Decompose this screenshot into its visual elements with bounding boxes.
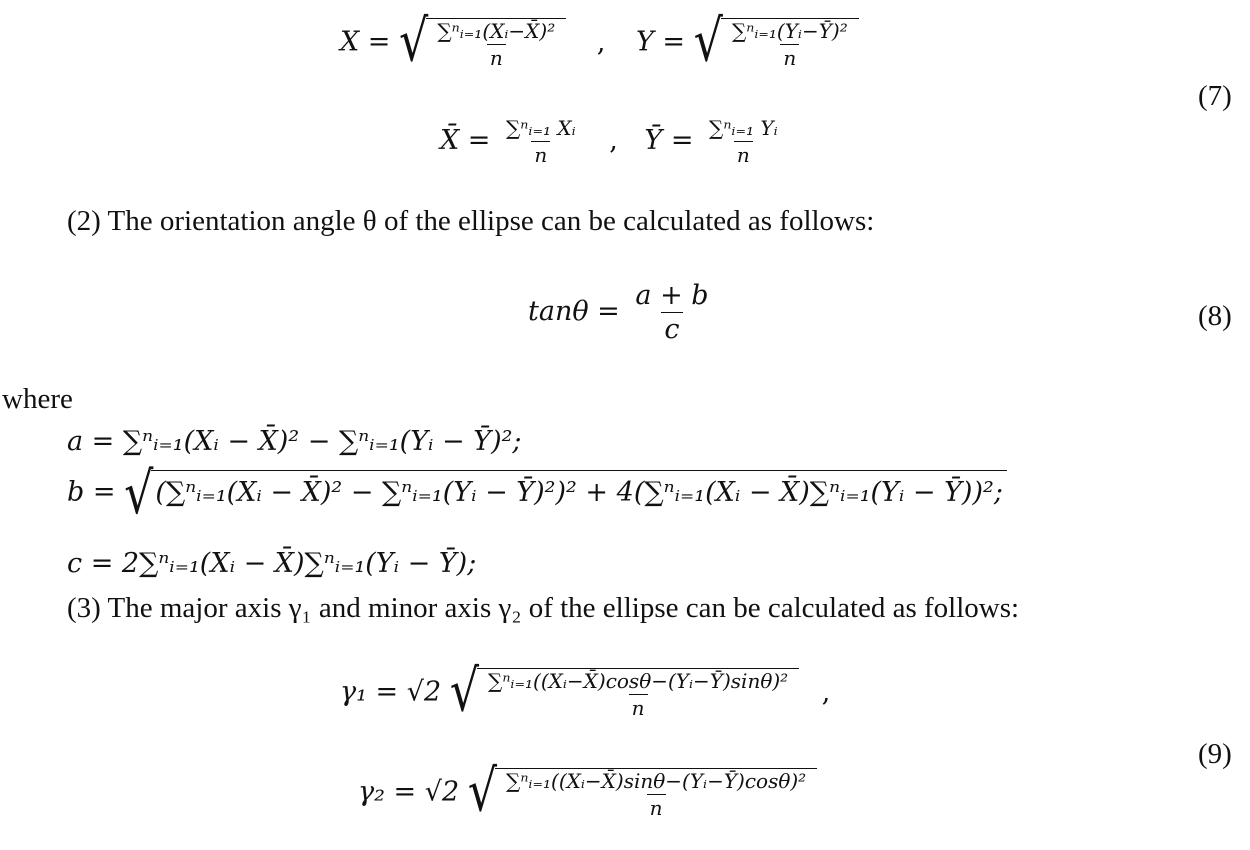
equation-8	[528, 282, 716, 343]
equation-7-line-1	[340, 6, 859, 75]
x-mean-denominator: n	[531, 141, 550, 165]
y-std-denominator: n	[780, 44, 799, 68]
y-mean-numerator: ∑ⁿᵢ₌₁ Yᵢ	[709, 116, 778, 140]
eq7-separator-1: ,	[596, 26, 606, 58]
gamma1-numerator: ∑ⁿᵢ₌₁((Xᵢ−X̄)cosθ−(Yᵢ−Ȳ)sinθ)²	[488, 669, 789, 693]
equation-8-number: (8)	[1198, 300, 1232, 332]
definition-b: b = √ (∑ⁿᵢ₌₁(Xᵢ − X̄)² − ∑ⁿᵢ₌₁(Yᵢ − Ȳ)²)² + 4(∑ⁿᵢ₌₁(Xᵢ − X̄)∑ⁿᵢ₌₁(Yᵢ − Ȳ))²;	[67, 470, 1007, 516]
definition-c: c = 2∑ⁿᵢ₌₁(Xᵢ − X̄)∑ⁿᵢ₌₁(Yᵢ − Ȳ);	[67, 548, 477, 579]
y-std-sqrt: √ $\frac{\text{∑ⁿᵢ₌₁(Yᵢ−Ȳ)²}}{n}$	[694, 18, 859, 68]
y-mean-denominator: n	[734, 141, 753, 165]
definition-b-lhs: b =	[67, 476, 116, 508]
equation-9-line-1: γ₁ = √2 √ $\frac{\text{∑ⁿᵢ₌₁((Xᵢ−X̄)cosθ−(Yᵢ−Ȳ)sinθ)²}}{n}$ ,	[340, 656, 831, 725]
x-mean-numerator: ∑ⁿᵢ₌₁ Xᵢ	[506, 116, 576, 140]
equation-9-number: (9)	[1198, 738, 1232, 770]
where-label: where	[2, 383, 73, 415]
equation-7-number: (7)	[1198, 80, 1232, 112]
definition-a: a = ∑ⁿᵢ₌₁(Xᵢ − X̄)² − ∑ⁿᵢ₌₁(Yᵢ − Ȳ)²;	[67, 426, 522, 457]
gamma1-lhs: γ₁ = √2	[340, 676, 442, 708]
gamma2-denominator: n	[647, 794, 666, 818]
x-std-denominator: n	[487, 44, 506, 68]
tan-theta-denominator: c	[661, 312, 682, 343]
gamma2-numerator: ∑ⁿᵢ₌₁((Xᵢ−X̄)sinθ−(Yᵢ−Ȳ)cosθ)²	[506, 769, 807, 793]
y-std-lhs: Y =	[636, 26, 686, 58]
paragraph-major-minor-axis: (3) The major axis γ₁ and minor axis γ₂ of the ellipse can be calculated as follows:	[67, 592, 1020, 624]
equation-7-line-2	[440, 118, 785, 165]
tan-theta-numerator: a + b	[635, 280, 709, 311]
eq7-separator-2: ,	[609, 125, 618, 156]
y-mean-lhs: Ȳ =	[644, 125, 694, 156]
x-std-numerator: ∑ⁿᵢ₌₁(Xᵢ−X̄)²	[437, 19, 556, 43]
gamma1-denominator: n	[629, 694, 648, 718]
y-std-numerator: ∑ⁿᵢ₌₁(Yᵢ−Ȳ)²	[731, 19, 848, 43]
eq9-separator: ,	[821, 676, 831, 708]
x-mean-lhs: X̄ =	[440, 125, 491, 156]
x-std-lhs: X =	[340, 26, 391, 58]
definition-b-body: (∑ⁿᵢ₌₁(Xᵢ − X̄)² − ∑ⁿᵢ₌₁(Yᵢ − Ȳ)²)² + 4(∑ⁿᵢ₌₁(Xᵢ − X̄)∑ⁿᵢ₌₁(Yᵢ − Ȳ))²;	[151, 470, 1007, 516]
tan-theta-lhs: tanθ =	[528, 296, 620, 327]
x-std-sqrt: √ $\frac{\text{∑ⁿᵢ₌₁(Xᵢ−X̄)²}}{n}$	[399, 18, 566, 68]
paragraph-orientation-angle: (2) The orientation angle θ of the ellipse can be calculated as follows:	[67, 205, 875, 237]
gamma2-lhs: γ₂ = √2	[358, 776, 460, 808]
equation-9-line-2: γ₂ = √2 √ $\frac{\text{∑ⁿᵢ₌₁((Xᵢ−X̄)sinθ−(Yᵢ−Ȳ)cosθ)²}}{n}$	[358, 768, 817, 818]
